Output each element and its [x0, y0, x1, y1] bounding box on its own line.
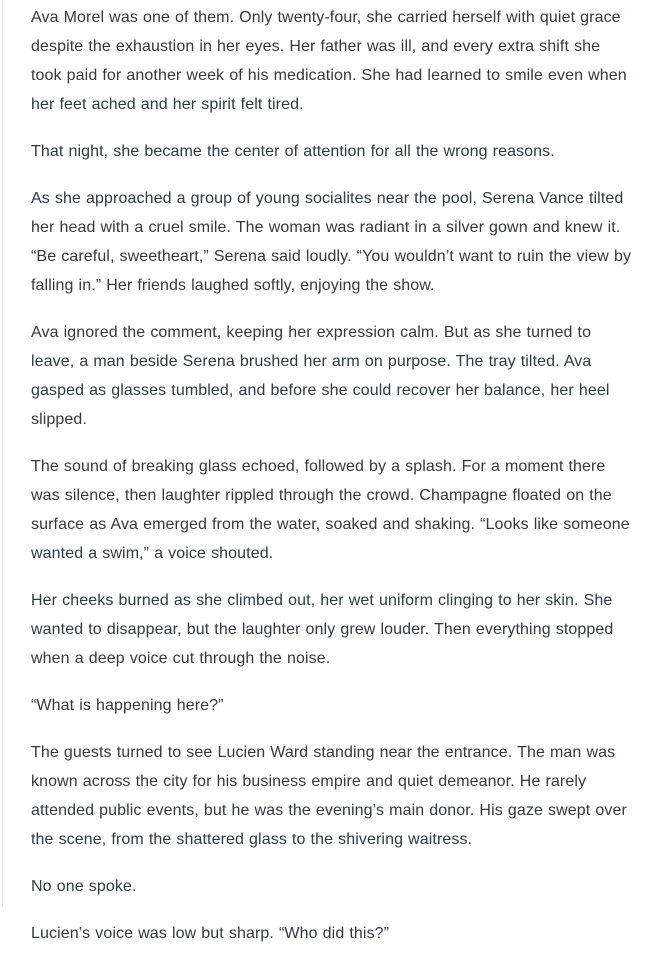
paragraph: As she approached a group of young socialites near the pool, Serena Vance tilted her head with a cruel smile. The woman was radiant in a silver gown and knew it. “Be careful, sweetheart,” Serena said loudly. “You wouldn’t want to ruin the view by falling in.” Her friends laughed softly, enjoying the show. — [31, 190, 632, 294]
paragraph: That night, she became the center of attention for all the wrong reasons. — [31, 143, 555, 160]
page-left-border — [2, 0, 3, 907]
paragraph: Ava ignored the comment, keeping her expression calm. But as she turned to leave, a man beside Serena brushed her arm on purpose. The tray tilted. Ava gasped as glasses tumbled, and before she could recover her balance, her heel slipped. — [31, 324, 610, 428]
paragraph: No one spoke. — [31, 878, 137, 895]
document-body — [31, 3, 635, 966]
paragraph: Lucien’s voice was low but sharp. “Who did this?” — [31, 925, 390, 942]
paragraph: The guests turned to see Lucien Ward standing near the entrance. The man was known across the city for his business empire and quiet demeanor. He rarely attended public events, but he was the evening’s main donor. His gaze swept over the scene, from the shattered glass to the shivering waitress. — [31, 744, 627, 848]
paragraph: “What is happening here?” — [31, 697, 224, 714]
paragraph: The sound of breaking glass echoed, followed by a splash. For a moment there was silence, then laughter rippled through the crowd. Champagne floated on the surface as Ava emerged from the water, soaked and shaking. “Looks like someone wanted a swim,” a voice shouted. — [31, 458, 630, 562]
paragraph: Her cheeks burned as she climbed out, her wet uniform clinging to her skin. She wanted to disappear, but the laughter only grew louder. Then everything stopped when a deep voice cut through the noise. — [31, 592, 614, 667]
paragraph: Ava Morel was one of them. Only twenty-four, she carried herself with quiet grace despite the exhaustion in her eyes. Her father was ill, and every extra shift she took paid for another week of his medication. She had learned to smile even when her feet ached and her spirit felt tired. — [31, 9, 627, 113]
